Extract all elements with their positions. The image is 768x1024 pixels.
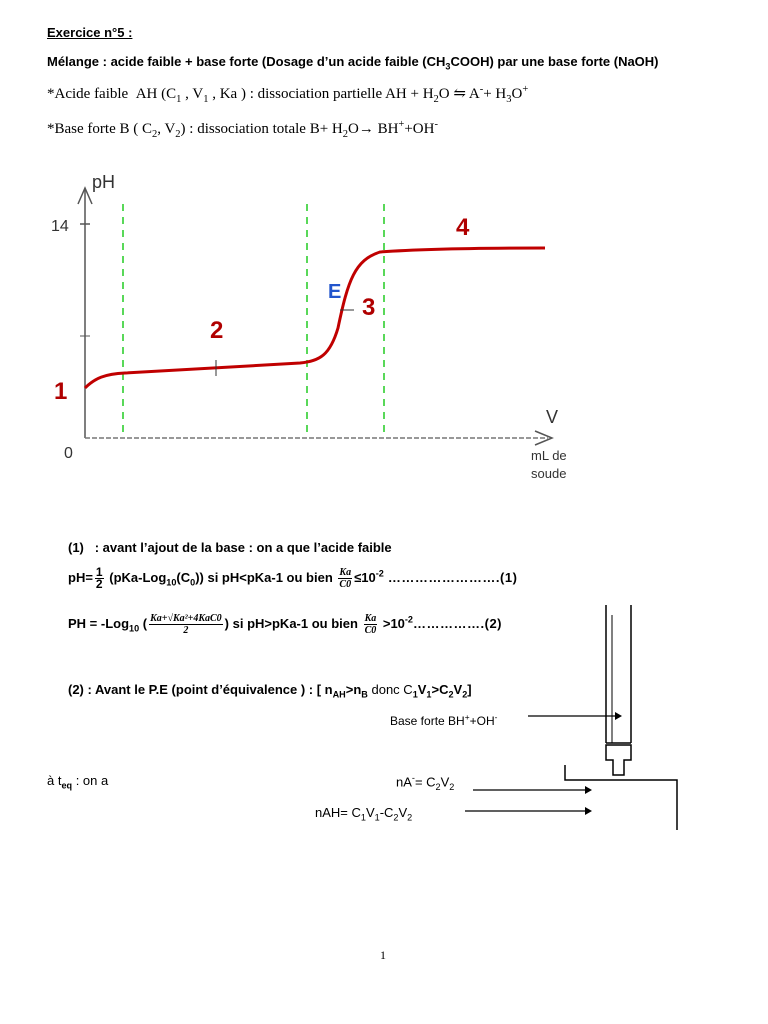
na-arrow-head bbox=[585, 786, 592, 794]
f1-half-den: 2 bbox=[95, 577, 103, 591]
origin-label: 0 bbox=[64, 445, 73, 462]
zone-label-1: 1 bbox=[54, 378, 68, 405]
acid-species: AH (C bbox=[135, 86, 177, 102]
acid-a-sup: - bbox=[479, 84, 484, 95]
section2-heading bbox=[68, 682, 472, 700]
s2-close: ] bbox=[467, 682, 472, 697]
f2-lhs: PH = -Log bbox=[68, 615, 130, 631]
nah-v2: V bbox=[398, 805, 408, 820]
section1-heading bbox=[68, 540, 392, 555]
acid-h2o-sub: 2 bbox=[433, 94, 439, 105]
base-rest: ) : dissociation totale B+ H bbox=[180, 121, 343, 137]
base-label: *Base forte B ( C bbox=[47, 121, 152, 137]
nah-v2-sub: 2 bbox=[407, 812, 413, 823]
acid-ka: , Ka ) : dissociation partielle AH + H bbox=[208, 86, 434, 102]
s2-v1-sub: 1 bbox=[426, 689, 432, 700]
s2-nb-sub: B bbox=[361, 689, 368, 700]
base-arrow-head bbox=[615, 712, 622, 720]
base-h2o-sub: 2 bbox=[342, 129, 348, 140]
acid-h3-sub: 3 bbox=[506, 94, 512, 105]
f2-cond-sup: -2 bbox=[404, 614, 413, 625]
base-forte-oh: +OH bbox=[469, 714, 495, 728]
na-text: nA bbox=[396, 774, 412, 790]
titration-chart bbox=[0, 160, 620, 490]
x-unit-line1: mL de bbox=[531, 448, 567, 463]
exercise-subtitle bbox=[47, 54, 659, 72]
base-arrow: O→ BH bbox=[347, 121, 399, 137]
acid-c-sub: 1 bbox=[176, 94, 182, 105]
teq-prefix: à t bbox=[47, 773, 62, 788]
base-forte-oh-sup: - bbox=[494, 712, 498, 722]
base-bh-sup: + bbox=[398, 119, 405, 130]
page-number: 1 bbox=[380, 948, 386, 962]
acid-o-sup: + bbox=[522, 84, 529, 95]
f2-frac-num: Ka bbox=[364, 613, 377, 624]
s2-gt2: >C bbox=[431, 682, 449, 697]
acid-v-sub: 1 bbox=[203, 94, 209, 105]
f2-num: Ka+√Ka²+4KaC0 bbox=[150, 613, 222, 624]
x-axis-label: V bbox=[546, 407, 559, 427]
strong-base-line bbox=[47, 119, 438, 140]
subtitle-rest: COOH) par une base forte (NaOH) bbox=[450, 54, 659, 69]
titration-setup-diagram bbox=[440, 595, 700, 845]
zone-label-3: 3 bbox=[362, 294, 376, 321]
zone-label-2: 2 bbox=[210, 317, 224, 344]
f1-half-fraction bbox=[95, 567, 104, 590]
base-v-sub: 2 bbox=[175, 129, 181, 140]
f1-cond-sup: -2 bbox=[375, 568, 384, 579]
y-axis-label: pH bbox=[92, 172, 116, 192]
base-forte-sup: + bbox=[464, 712, 470, 722]
f1-log-sub: 10 bbox=[166, 577, 177, 588]
zone-label-4: 4 bbox=[456, 214, 470, 241]
f1-dots: …………………….(1) bbox=[383, 569, 518, 585]
s2-nah-sub: AH bbox=[332, 689, 346, 700]
f2-den: 2 bbox=[183, 625, 189, 636]
f1-cond: ≤10 bbox=[354, 569, 376, 585]
y-tick-label-14: 14 bbox=[51, 218, 69, 235]
base-forte-text: Base forte BH bbox=[390, 714, 465, 728]
weak-acid-line bbox=[47, 84, 528, 105]
subtitle-bold: Dosage d’un acide faible (CH bbox=[266, 54, 446, 69]
section1-number: (1) bbox=[68, 540, 84, 555]
f2-cond: >10 bbox=[379, 615, 405, 631]
f1-lhs: pH= bbox=[68, 569, 93, 585]
teq-sub: eq bbox=[61, 780, 73, 791]
section2-heading-text: (2) : Avant le P.E (point d’équivalence ) : [ n bbox=[68, 682, 333, 697]
s2-c2-sub: 2 bbox=[448, 689, 454, 700]
f1-body: (pKa-Log bbox=[109, 569, 167, 585]
equivalence-point-label: E bbox=[328, 281, 342, 303]
burette-tap bbox=[606, 745, 631, 775]
f2-main-fraction bbox=[149, 613, 223, 636]
formula-1 bbox=[68, 567, 517, 590]
na-c-sub: 2 bbox=[435, 781, 441, 792]
nah-minus: -C bbox=[379, 805, 394, 820]
f1-frac-num: Ka bbox=[339, 567, 352, 578]
nah-c2-sub: 2 bbox=[393, 812, 399, 823]
na-eq: = C bbox=[414, 774, 436, 790]
subtitle-plain: Mélange : acide faible + base forte ( bbox=[47, 54, 267, 69]
f2-open: ( bbox=[139, 615, 148, 631]
na-v: V bbox=[440, 774, 450, 790]
teq-rest: : on a bbox=[72, 773, 109, 788]
section1-heading-text: : avant l’ajout de la base : on a que l’acide faible bbox=[94, 540, 392, 555]
f1-c: (C bbox=[176, 569, 191, 585]
f2-ka-fraction bbox=[364, 613, 378, 636]
nah-v1-sub: 1 bbox=[374, 812, 380, 823]
f1-frac-den: C0 bbox=[339, 579, 352, 590]
f1-half-num: 1 bbox=[95, 565, 103, 579]
base-c-sub: 2 bbox=[151, 129, 158, 140]
s2-v2: V bbox=[453, 682, 463, 697]
acid-plus: + H bbox=[483, 86, 507, 102]
f1-c-sub: 0 bbox=[190, 577, 196, 588]
acid-label: *Acide faible bbox=[47, 86, 129, 102]
base-v: , V bbox=[157, 121, 176, 137]
formula-2 bbox=[68, 613, 502, 636]
x-unit-line2: soude bbox=[531, 466, 567, 481]
f2-log-sub: 10 bbox=[129, 623, 140, 634]
acid-eq: O ⇋ A bbox=[438, 86, 480, 102]
acid-o: O bbox=[511, 86, 523, 102]
f1-close: )) si pH<pKa-1 ou bien bbox=[195, 569, 333, 585]
s2-donc: donc C bbox=[367, 682, 413, 697]
acid-v: , V bbox=[181, 86, 204, 102]
f1-ka-fraction bbox=[338, 567, 352, 590]
subtitle-sub: 3 bbox=[445, 61, 451, 72]
base-oh: +OH bbox=[404, 121, 435, 137]
teq-line bbox=[47, 773, 108, 791]
nah-arrow-head bbox=[585, 807, 592, 815]
s2-v1: V bbox=[417, 682, 427, 697]
na-v-sub: 2 bbox=[449, 781, 455, 792]
nah-expression bbox=[315, 805, 412, 823]
s2-c1-sub: 1 bbox=[412, 689, 418, 700]
exercise-title: Exercice n°5 : bbox=[47, 25, 133, 40]
s2-gt: >n bbox=[345, 682, 362, 697]
titration-curve bbox=[85, 248, 545, 388]
s2-v2-sub: 2 bbox=[462, 689, 468, 700]
f2-close: ) si pH>pKa-1 ou bien bbox=[224, 615, 358, 631]
nah-text: nAH= C bbox=[315, 805, 361, 820]
na-sup: - bbox=[411, 773, 415, 783]
base-oh-sup: - bbox=[434, 119, 438, 130]
f2-dots: …………….(2) bbox=[413, 615, 502, 631]
nah-c1-sub: 1 bbox=[360, 812, 366, 823]
nah-v1: V bbox=[365, 805, 375, 820]
f2-frac-den: C0 bbox=[364, 625, 377, 636]
